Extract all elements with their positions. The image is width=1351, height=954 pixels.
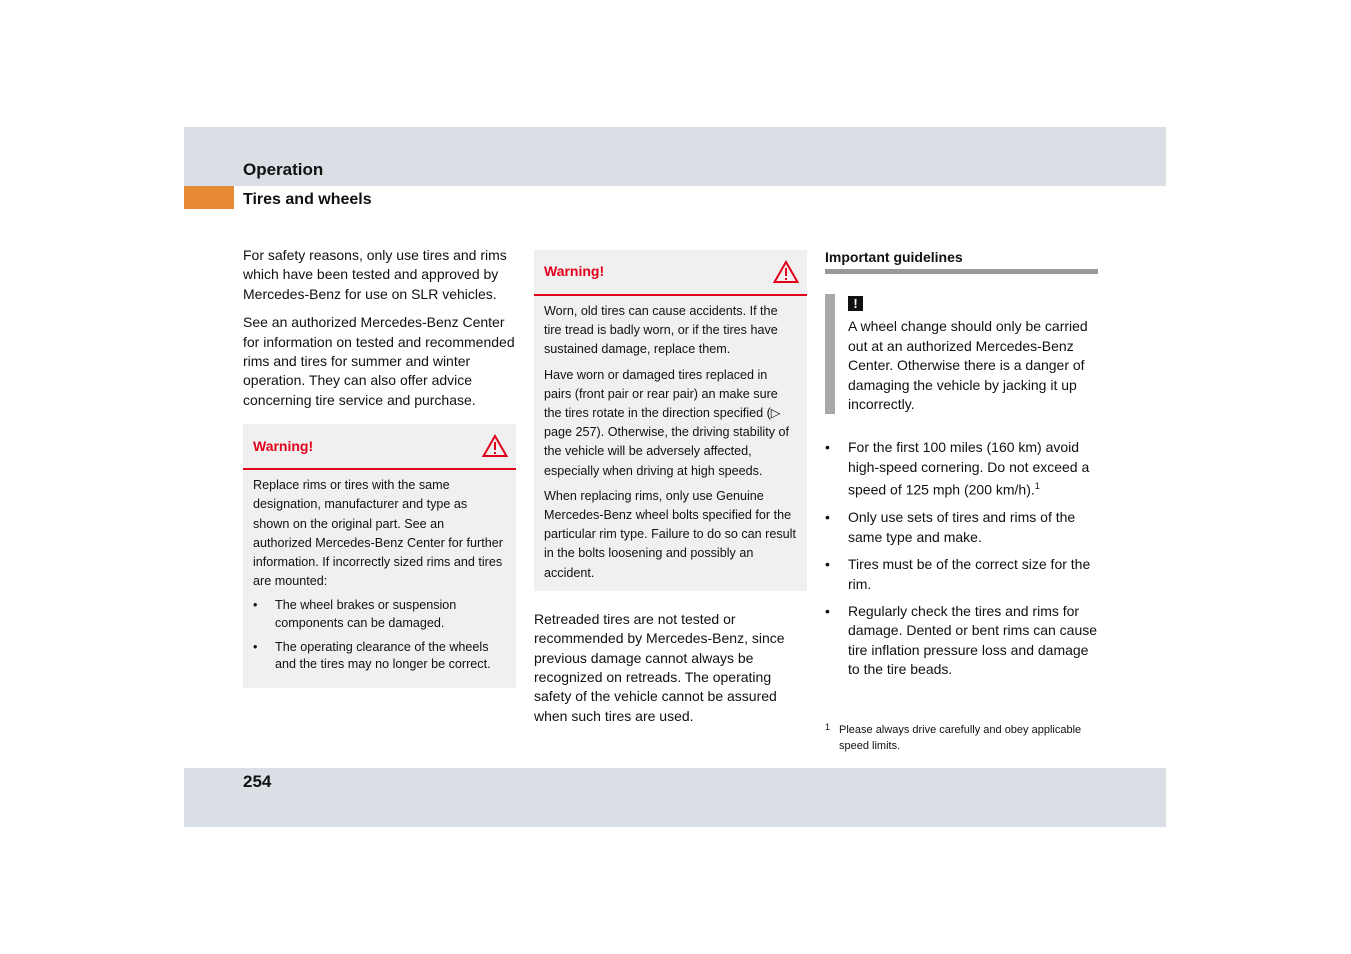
warning-body (534, 296, 807, 591)
footnote-ref: 1 (1034, 481, 1040, 492)
warning-header (243, 424, 516, 470)
guidelines-list (825, 438, 1098, 679)
warning-box-rims (243, 424, 516, 688)
warning-list-item: • The operating clearance of the wheels and the tires may no longer be correct. (253, 639, 506, 674)
column-middle (534, 250, 807, 735)
warning-body (243, 470, 516, 688)
footnote (825, 722, 1098, 754)
retread-paragraph: Retreaded tires are not tested or recommended by Mercedes-Benz, since previous damage cannot always be recognized on retreads. The operating safety of the vehicle cannot be assured when such tires are used. (534, 610, 785, 724)
warning-text: When replacing rims, only use Genuine Mercedes-Benz wheel bolts specified for the particular rim type. Failure to do so can result in the bolts loosening and possibly an accident. (544, 488, 796, 580)
column-left (243, 246, 516, 688)
intro-paragraph: For safety reasons, only use tires and rims which have been tested and approved by Mercedes-Benz for use on SLR vehicles. (243, 247, 507, 302)
notice-bar (825, 294, 835, 414)
warning-list-item: • The wheel brakes or suspension components can be damaged. (253, 597, 506, 632)
notice-box (825, 294, 1098, 414)
warning-list (253, 597, 506, 673)
chapter-title: Operation (243, 160, 324, 179)
warning-label: Warning! (544, 263, 605, 280)
header-band (184, 127, 1166, 186)
guideline-item: • For the first 100 miles (160 km) avoid high-speed cornering. Do not exceed a speed of 125 mph (200 km/h).$^1$ (825, 438, 1098, 500)
footnote-text: Please always drive carefully and obey applicable speed limits. (839, 724, 1082, 752)
guideline-item: • Only use sets of tires and rims of the same type and make. (825, 508, 1098, 547)
warning-text: Have worn or damaged tires replaced in pairs (front pair or rear pair) an make sure the tires rotate in the direction specified (▷ page 257). Otherwise, the driving stability of the vehicle will be adversely affected, especially when driving at high speeds. (544, 367, 790, 478)
guideline-item: • Tires must be of the correct size for the rim. (825, 555, 1098, 594)
section-title: Tires and wheels (243, 191, 372, 208)
warning-box-tires (534, 250, 807, 591)
warning-label: Warning! (253, 437, 314, 454)
warning-triangle-icon (773, 260, 799, 284)
warning-triangle-icon (482, 434, 508, 458)
warning-text: Worn, old tires can cause accidents. If the tire tread is badly worn, or if the tires have sustained damage, replace them. (544, 304, 778, 357)
footer-band (184, 768, 1166, 827)
notice-text: A wheel change should only be carried out at an authorized Mercedes-Benz Center. Otherwise there is a danger of damaging the vehicle by jacking it up incorrectly. (848, 318, 1088, 413)
footnote-mark: 1 (825, 722, 831, 732)
warning-header (534, 250, 807, 296)
guidelines-heading: Important guidelines (825, 246, 1098, 274)
warning-text: Replace rims or tires with the same designation, manufacturer and type as shown on the original part. See an authorized Mercedes-Benz Center for further information. If incorrectly sized rims and tires are mounted: (253, 478, 503, 589)
exclamation-icon: ! (848, 296, 863, 311)
dealer-paragraph: See an authorized Mercedes-Benz Center for information on tested and recommended rims and tires for summer and winter operation. They can also offer advice concerning tire service and purchase. (243, 314, 515, 408)
section-tab-marker (184, 186, 234, 209)
column-right (825, 246, 1098, 688)
guideline-item: • Regularly check the tires and rims for damage. Dented or bent rims can cause tire inflation pressure loss and damage to the tire beads. (825, 602, 1098, 680)
page-number: 254 (243, 772, 272, 791)
